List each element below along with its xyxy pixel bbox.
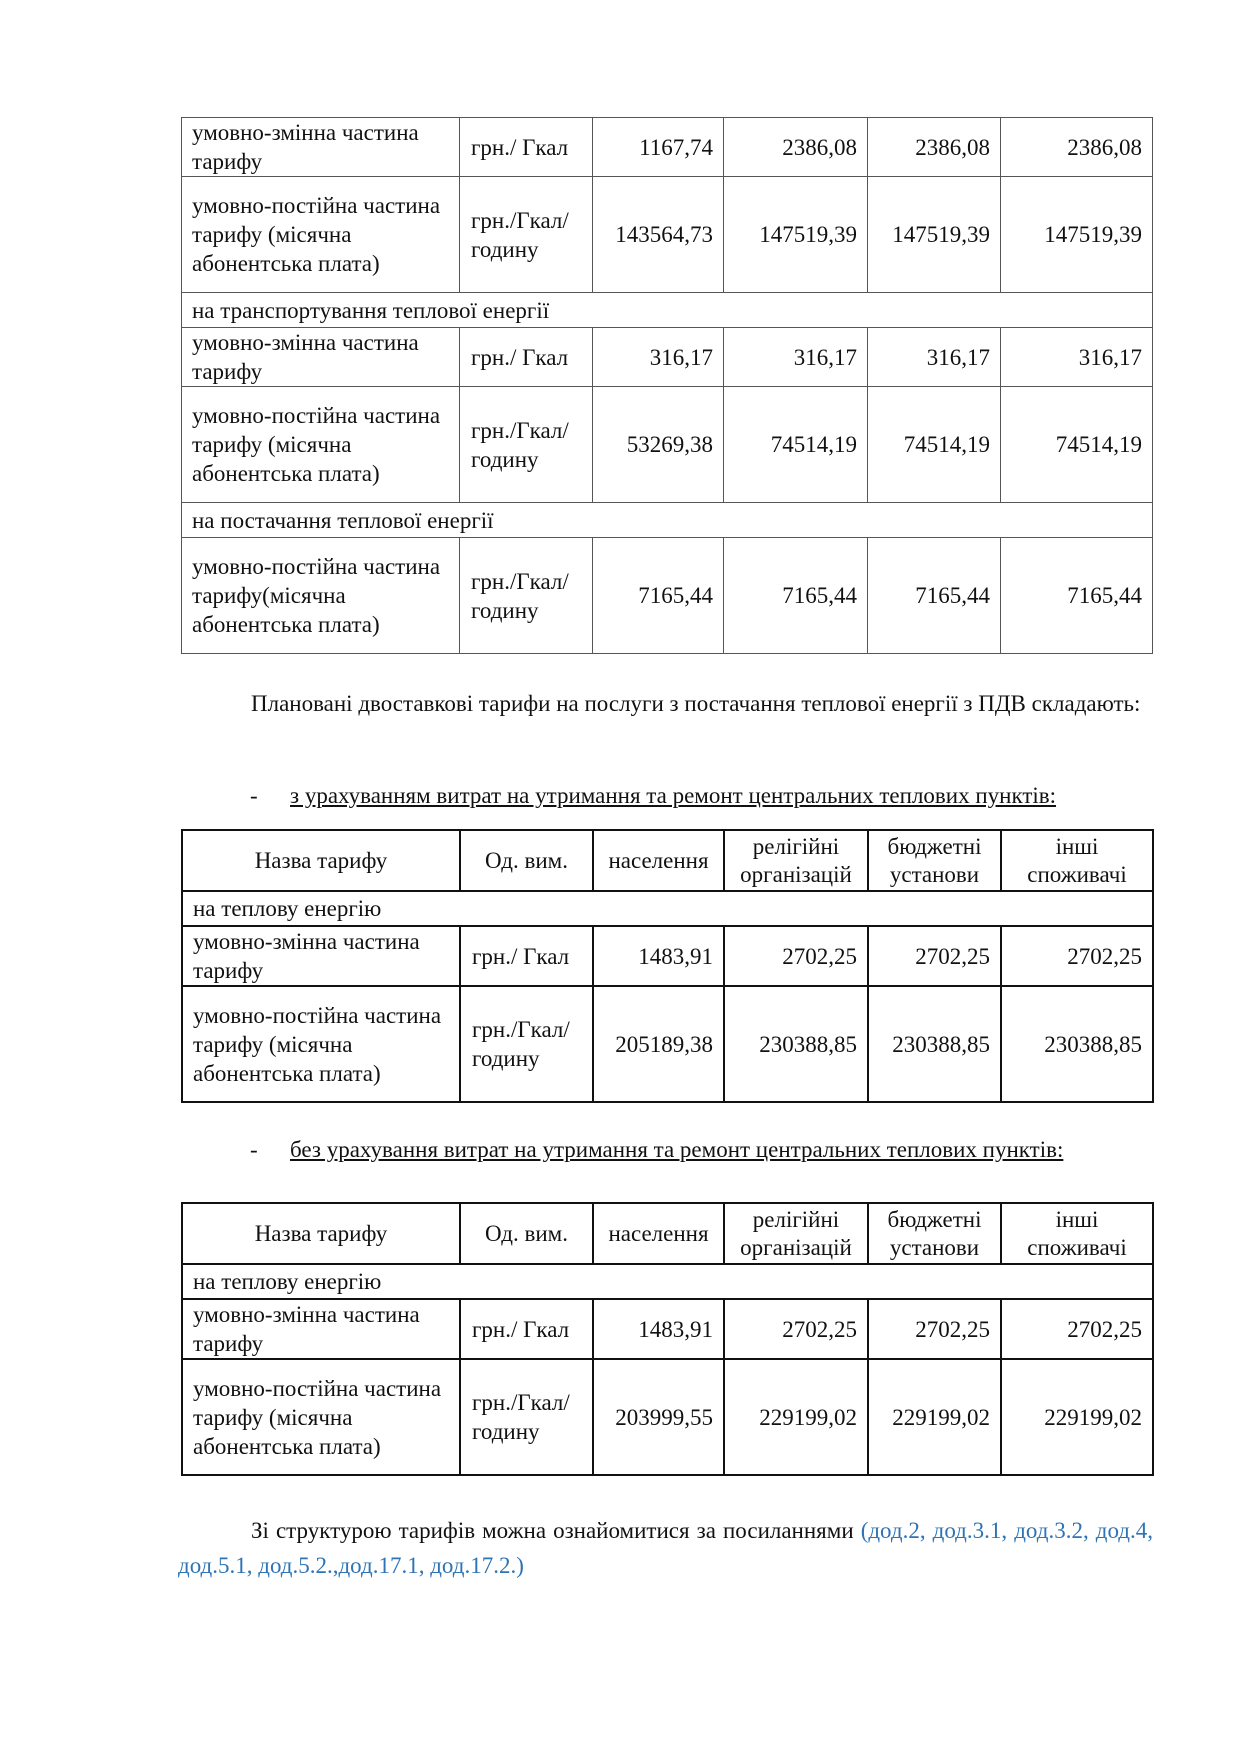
value-cell: 74514,19 bbox=[724, 387, 868, 503]
appendix-links[interactable]: (дод.2, дод.3.1, дод.3.2, дод.4, дод.5.1, дод.5.2.,дод.17.1, дод.17.2.) bbox=[178, 1518, 1153, 1578]
header-cell: Назва тарифу bbox=[182, 1203, 460, 1264]
tariff-table-without-ctp bbox=[181, 1202, 1154, 1476]
header-cell: бюджетні установи bbox=[868, 1203, 1001, 1264]
header-cell: Назва тарифу bbox=[182, 830, 460, 891]
tariff-name-cell: умовно-постійна частина тарифу (місячна абонентська плата) bbox=[182, 986, 460, 1102]
table-row bbox=[182, 538, 1153, 654]
table-row bbox=[182, 1359, 1153, 1475]
value-cell: 2702,25 bbox=[724, 926, 868, 986]
value-cell: 2702,25 bbox=[868, 1299, 1001, 1359]
header-cell: інші споживачі bbox=[1001, 830, 1153, 891]
value-cell: 203999,55 bbox=[593, 1359, 724, 1475]
bullet-without-ctp bbox=[250, 1135, 1063, 1165]
tariff-name-cell: умовно-постійна частина тарифу (місячна абонентська плата) bbox=[182, 1359, 460, 1475]
tariff-name-cell: умовно-змінна частина тарифу bbox=[182, 118, 460, 177]
unit-cell: грн./ Гкал bbox=[460, 328, 593, 387]
header-cell: Од. вим. bbox=[460, 830, 593, 891]
value-cell: 147519,39 bbox=[868, 177, 1001, 293]
unit-cell: грн./ Гкал bbox=[460, 1299, 593, 1359]
bullet-text: без урахування витрат на утримання та ремонт центральних теплових пунктів: bbox=[290, 1137, 1064, 1162]
value-cell: 7165,44 bbox=[868, 538, 1001, 654]
value-cell: 229199,02 bbox=[1001, 1359, 1153, 1475]
value-cell: 316,17 bbox=[868, 328, 1001, 387]
unit-cell: грн./Гкал/ годину bbox=[460, 387, 593, 503]
tariff-name-cell: умовно-постійна частина тарифу(місячна абонентська плата) bbox=[182, 538, 460, 654]
group-row bbox=[182, 293, 1153, 328]
header-row bbox=[182, 1203, 1153, 1264]
table-row bbox=[182, 387, 1153, 503]
value-cell: 2386,08 bbox=[1001, 118, 1153, 177]
value-cell: 7165,44 bbox=[1001, 538, 1153, 654]
header-cell: населення bbox=[593, 830, 724, 891]
group-row bbox=[182, 891, 1153, 926]
tariff-summary-paragraph: Плановані двоставкові тарифи на послуги з постачання теплової енергії з ПДВ складають: bbox=[251, 691, 1141, 716]
tariff-name-cell: умовно-постійна частина тарифу (місячна абонентська плата) bbox=[182, 387, 460, 503]
tariff-table-with-ctp bbox=[181, 829, 1154, 1103]
value-cell: 229199,02 bbox=[724, 1359, 868, 1475]
group-row bbox=[182, 1264, 1153, 1299]
value-cell: 2386,08 bbox=[868, 118, 1001, 177]
value-cell: 147519,39 bbox=[724, 177, 868, 293]
value-cell: 316,17 bbox=[1001, 328, 1153, 387]
value-cell: 2702,25 bbox=[1001, 1299, 1153, 1359]
tariff-structure-paragraph bbox=[178, 1513, 1153, 1583]
table-row bbox=[182, 177, 1153, 293]
unit-cell: грн./ Гкал bbox=[460, 118, 593, 177]
value-cell: 2702,25 bbox=[724, 1299, 868, 1359]
unit-cell: грн./Гкал/ годину bbox=[460, 1359, 593, 1475]
group-label: на теплову енергію bbox=[182, 1264, 1153, 1299]
group-label: на теплову енергію bbox=[182, 891, 1153, 926]
unit-cell: грн./Гкал/ годину bbox=[460, 986, 593, 1102]
value-cell: 230388,85 bbox=[724, 986, 868, 1102]
value-cell: 230388,85 bbox=[1001, 986, 1153, 1102]
value-cell: 143564,73 bbox=[593, 177, 724, 293]
header-cell: релігійні організацій bbox=[724, 830, 868, 891]
bullet-with-ctp bbox=[250, 781, 1056, 811]
paragraph-text: Зі структурою тарифів можна ознайомитися за посиланнями bbox=[251, 1518, 861, 1543]
value-cell: 2702,25 bbox=[868, 926, 1001, 986]
tariff-name-cell: умовно-постійна частина тарифу (місячна абонентська плата) bbox=[182, 177, 460, 293]
group-label: на постачання теплової енергії bbox=[182, 503, 1153, 538]
value-cell: 74514,19 bbox=[1001, 387, 1153, 503]
header-cell: бюджетні установи bbox=[868, 830, 1001, 891]
value-cell: 2386,08 bbox=[724, 118, 868, 177]
value-cell: 1483,91 bbox=[593, 1299, 724, 1359]
value-cell: 1167,74 bbox=[593, 118, 724, 177]
value-cell: 316,17 bbox=[724, 328, 868, 387]
header-row bbox=[182, 830, 1153, 891]
header-cell: Од. вим. bbox=[460, 1203, 593, 1264]
tariff-name-cell: умовно-змінна частина тарифу bbox=[182, 328, 460, 387]
group-row bbox=[182, 503, 1153, 538]
unit-cell: грн./Гкал/ годину bbox=[460, 177, 593, 293]
value-cell: 1483,91 bbox=[593, 926, 724, 986]
header-cell: релігійні організацій bbox=[724, 1203, 868, 1264]
header-cell: інші споживачі bbox=[1001, 1203, 1153, 1264]
group-label: на транспортування теплової енергії bbox=[182, 293, 1153, 328]
header-cell: населення bbox=[593, 1203, 724, 1264]
tariff-table-continuation bbox=[181, 117, 1153, 654]
tariff-name-cell: умовно-змінна частина тарифу bbox=[182, 1299, 460, 1359]
table-row bbox=[182, 986, 1153, 1102]
value-cell: 316,17 bbox=[593, 328, 724, 387]
value-cell: 229199,02 bbox=[868, 1359, 1001, 1475]
bullet-dash: - bbox=[250, 783, 258, 808]
table-row bbox=[182, 1299, 1153, 1359]
value-cell: 2702,25 bbox=[1001, 926, 1153, 986]
value-cell: 205189,38 bbox=[593, 986, 724, 1102]
value-cell: 7165,44 bbox=[593, 538, 724, 654]
tariff-name-cell: умовно-змінна частина тарифу bbox=[182, 926, 460, 986]
value-cell: 53269,38 bbox=[593, 387, 724, 503]
table-row bbox=[182, 926, 1153, 986]
table-row bbox=[182, 328, 1153, 387]
unit-cell: грн./Гкал/ годину bbox=[460, 538, 593, 654]
bullet-dash: - bbox=[250, 1137, 258, 1162]
value-cell: 7165,44 bbox=[724, 538, 868, 654]
value-cell: 74514,19 bbox=[868, 387, 1001, 503]
unit-cell: грн./ Гкал bbox=[460, 926, 593, 986]
value-cell: 147519,39 bbox=[1001, 177, 1153, 293]
value-cell: 230388,85 bbox=[868, 986, 1001, 1102]
table-row bbox=[182, 118, 1153, 177]
bullet-text: з урахуванням витрат на утримання та ремонт центральних теплових пунктів: bbox=[290, 783, 1057, 808]
